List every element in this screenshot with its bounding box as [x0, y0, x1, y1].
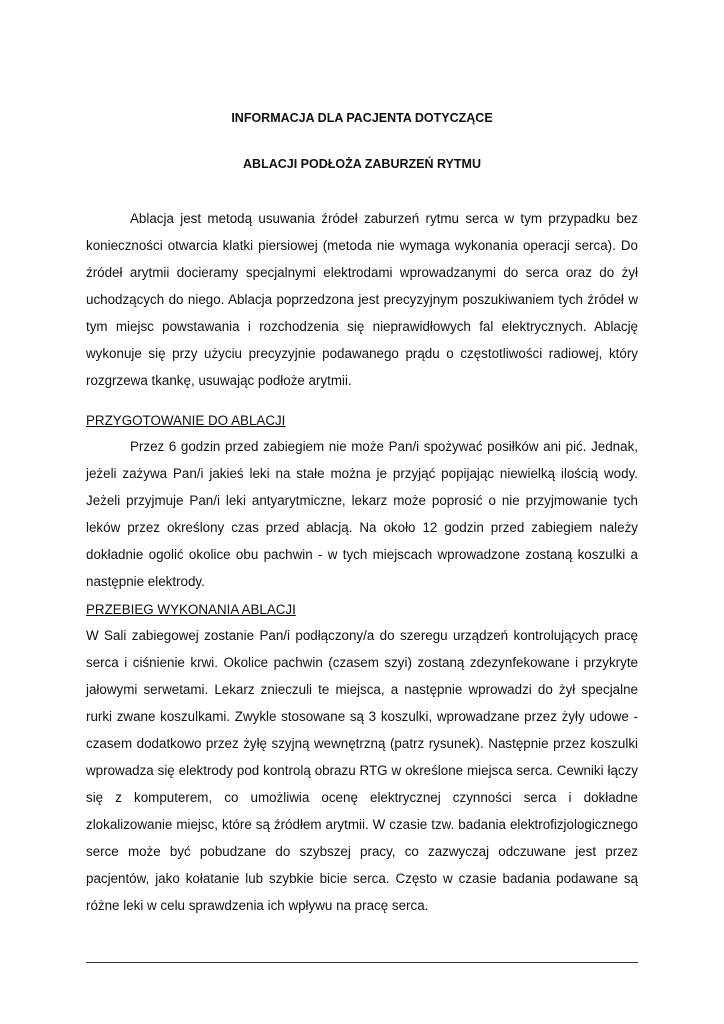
document-title-line-2: ABLACJI PODŁOŻA ZABURZEŃ RYTMU [243, 157, 481, 171]
section-paragraph-preparation: Przez 6 godzin przed zabiegiem nie może Pan/i spożywać posiłków ani pić. Jednak, jeżeli zażywa Pan/i jakieś leki na stałe można je przyjąć popijając niewielką ilością wody. Jeżeli przyjmuje Pan/i leki antyarytmiczne, lekarz może poprosić o nie przyjmowanie tych leków przez określony czas przed ablacją. Na około 12 godzin przed zabiegiem należy dokładnie ogolić okolice obu pachwin - w tych miejscach wprowadzone zostaną koszulki a następnie elektrody. [86, 439, 638, 589]
section-heading-preparation: PRZYGOTOWANIE DO ABLACJI [86, 413, 286, 428]
intro-paragraph: Ablacja jest metodą usuwania źródeł zaburzeń rytmu serca w tym przypadku bez konieczności otwarcia klatki piersiowej (metoda nie wymaga wykonania operacji serca). Do źródeł arytmii docieramy specjalnymi elektrodami wprowadzanymi do serca oraz do żył uchodzących do niego. Ablacja poprzedzona jest precyzyjnym poszukiwaniem tych źródeł w tym miejsc powstawania i rozchodzenia się nieprawidłowych fal elektrycznych. Ablację wykonuje się przy użyciu precyzyjnie podawanego prądu o częstotliwości radiowej, który rozgrzewa tkankę, usuwając podłoże arytmii. [86, 211, 638, 388]
section-paragraph-procedure: W Sali zabiegowej zostanie Pan/i podłączony/a do szeregu urządzeń kontrolujących pracę serca i ciśnienie krwi. Okolice pachwin (czasem szyi) zostaną zdezynfekowane i przykryte jałowymi serwetami. Lekarz znieczuli te miejsca, a następnie wprowadzi do żył specjalne rurki zwane koszulkami. Zwykle stosowane są 3 koszulki, wprowadzane przez żyły udowe - czasem dodatkowo przez żyłę szyjną wewnętrzną (patrz rysunek). Następnie przez koszulki wprowadza się elektrody pod kontrolą obrazu RTG w określone miejsca serca. Cewniki łączy się z komputerem, co umożliwia ocenę elektrycznej czynności serca i dokładne zlokalizowanie miejsc, które są źródłem arytmii. W czasie tzw. badania elektrofizjologicznego serce może być pobudzane do szybszej pracy, co zazwyczaj odczuwane jest przez pacjentów, jako kołatanie lub szybkie bicie serca. Często w czasie badania podawane są różne leki w celu sprawdzenia ich wpływu na pracę serca. [86, 628, 638, 913]
document-title-line-1: INFORMACJA DLA PACJENTA DOTYCZĄCE [231, 111, 493, 125]
footer-divider [86, 962, 638, 963]
section-heading-procedure: PRZEBIEG WYKONANIA ABLACJI [86, 602, 296, 617]
